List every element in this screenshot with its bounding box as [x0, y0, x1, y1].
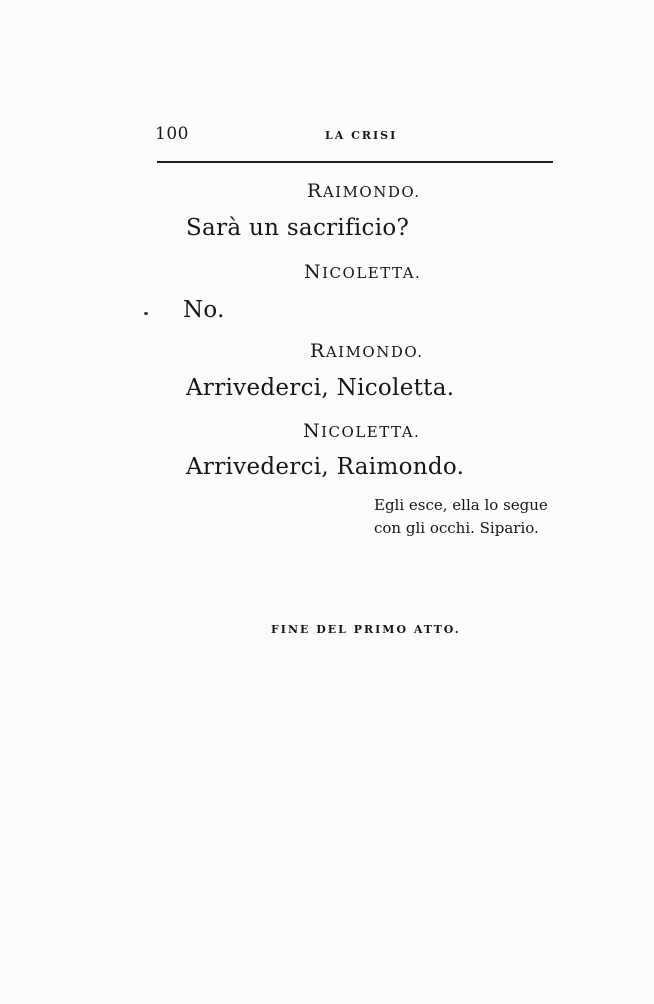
speaker-name: RAIMONDO. [307, 180, 421, 202]
dialogue-line: Arrivederci, Raimondo. [186, 454, 465, 480]
speaker-name: RAIMONDO. [310, 340, 424, 362]
page-header [155, 122, 553, 144]
stage-direction [374, 494, 559, 540]
dialogue-line: Arrivederci, Nicoletta. [186, 375, 455, 401]
dialogue-line: Sarà un sacrificio? [186, 215, 410, 241]
stage-direction-line: Egli esce, ella lo segue [374, 496, 548, 514]
ink-speck [144, 312, 148, 315]
dialogue-line: No. [183, 297, 225, 323]
page-number: 100 [155, 124, 189, 144]
stage-direction-line: con gli occhi. Sipario. [374, 519, 539, 537]
running-title: LA CRISI [325, 129, 398, 142]
header-rule [157, 161, 553, 163]
act-end-note: FINE DEL PRIMO ATTO. [271, 623, 461, 636]
speaker-name: NICOLETTA. [303, 420, 421, 442]
speaker-name: NICOLETTA. [304, 261, 422, 283]
